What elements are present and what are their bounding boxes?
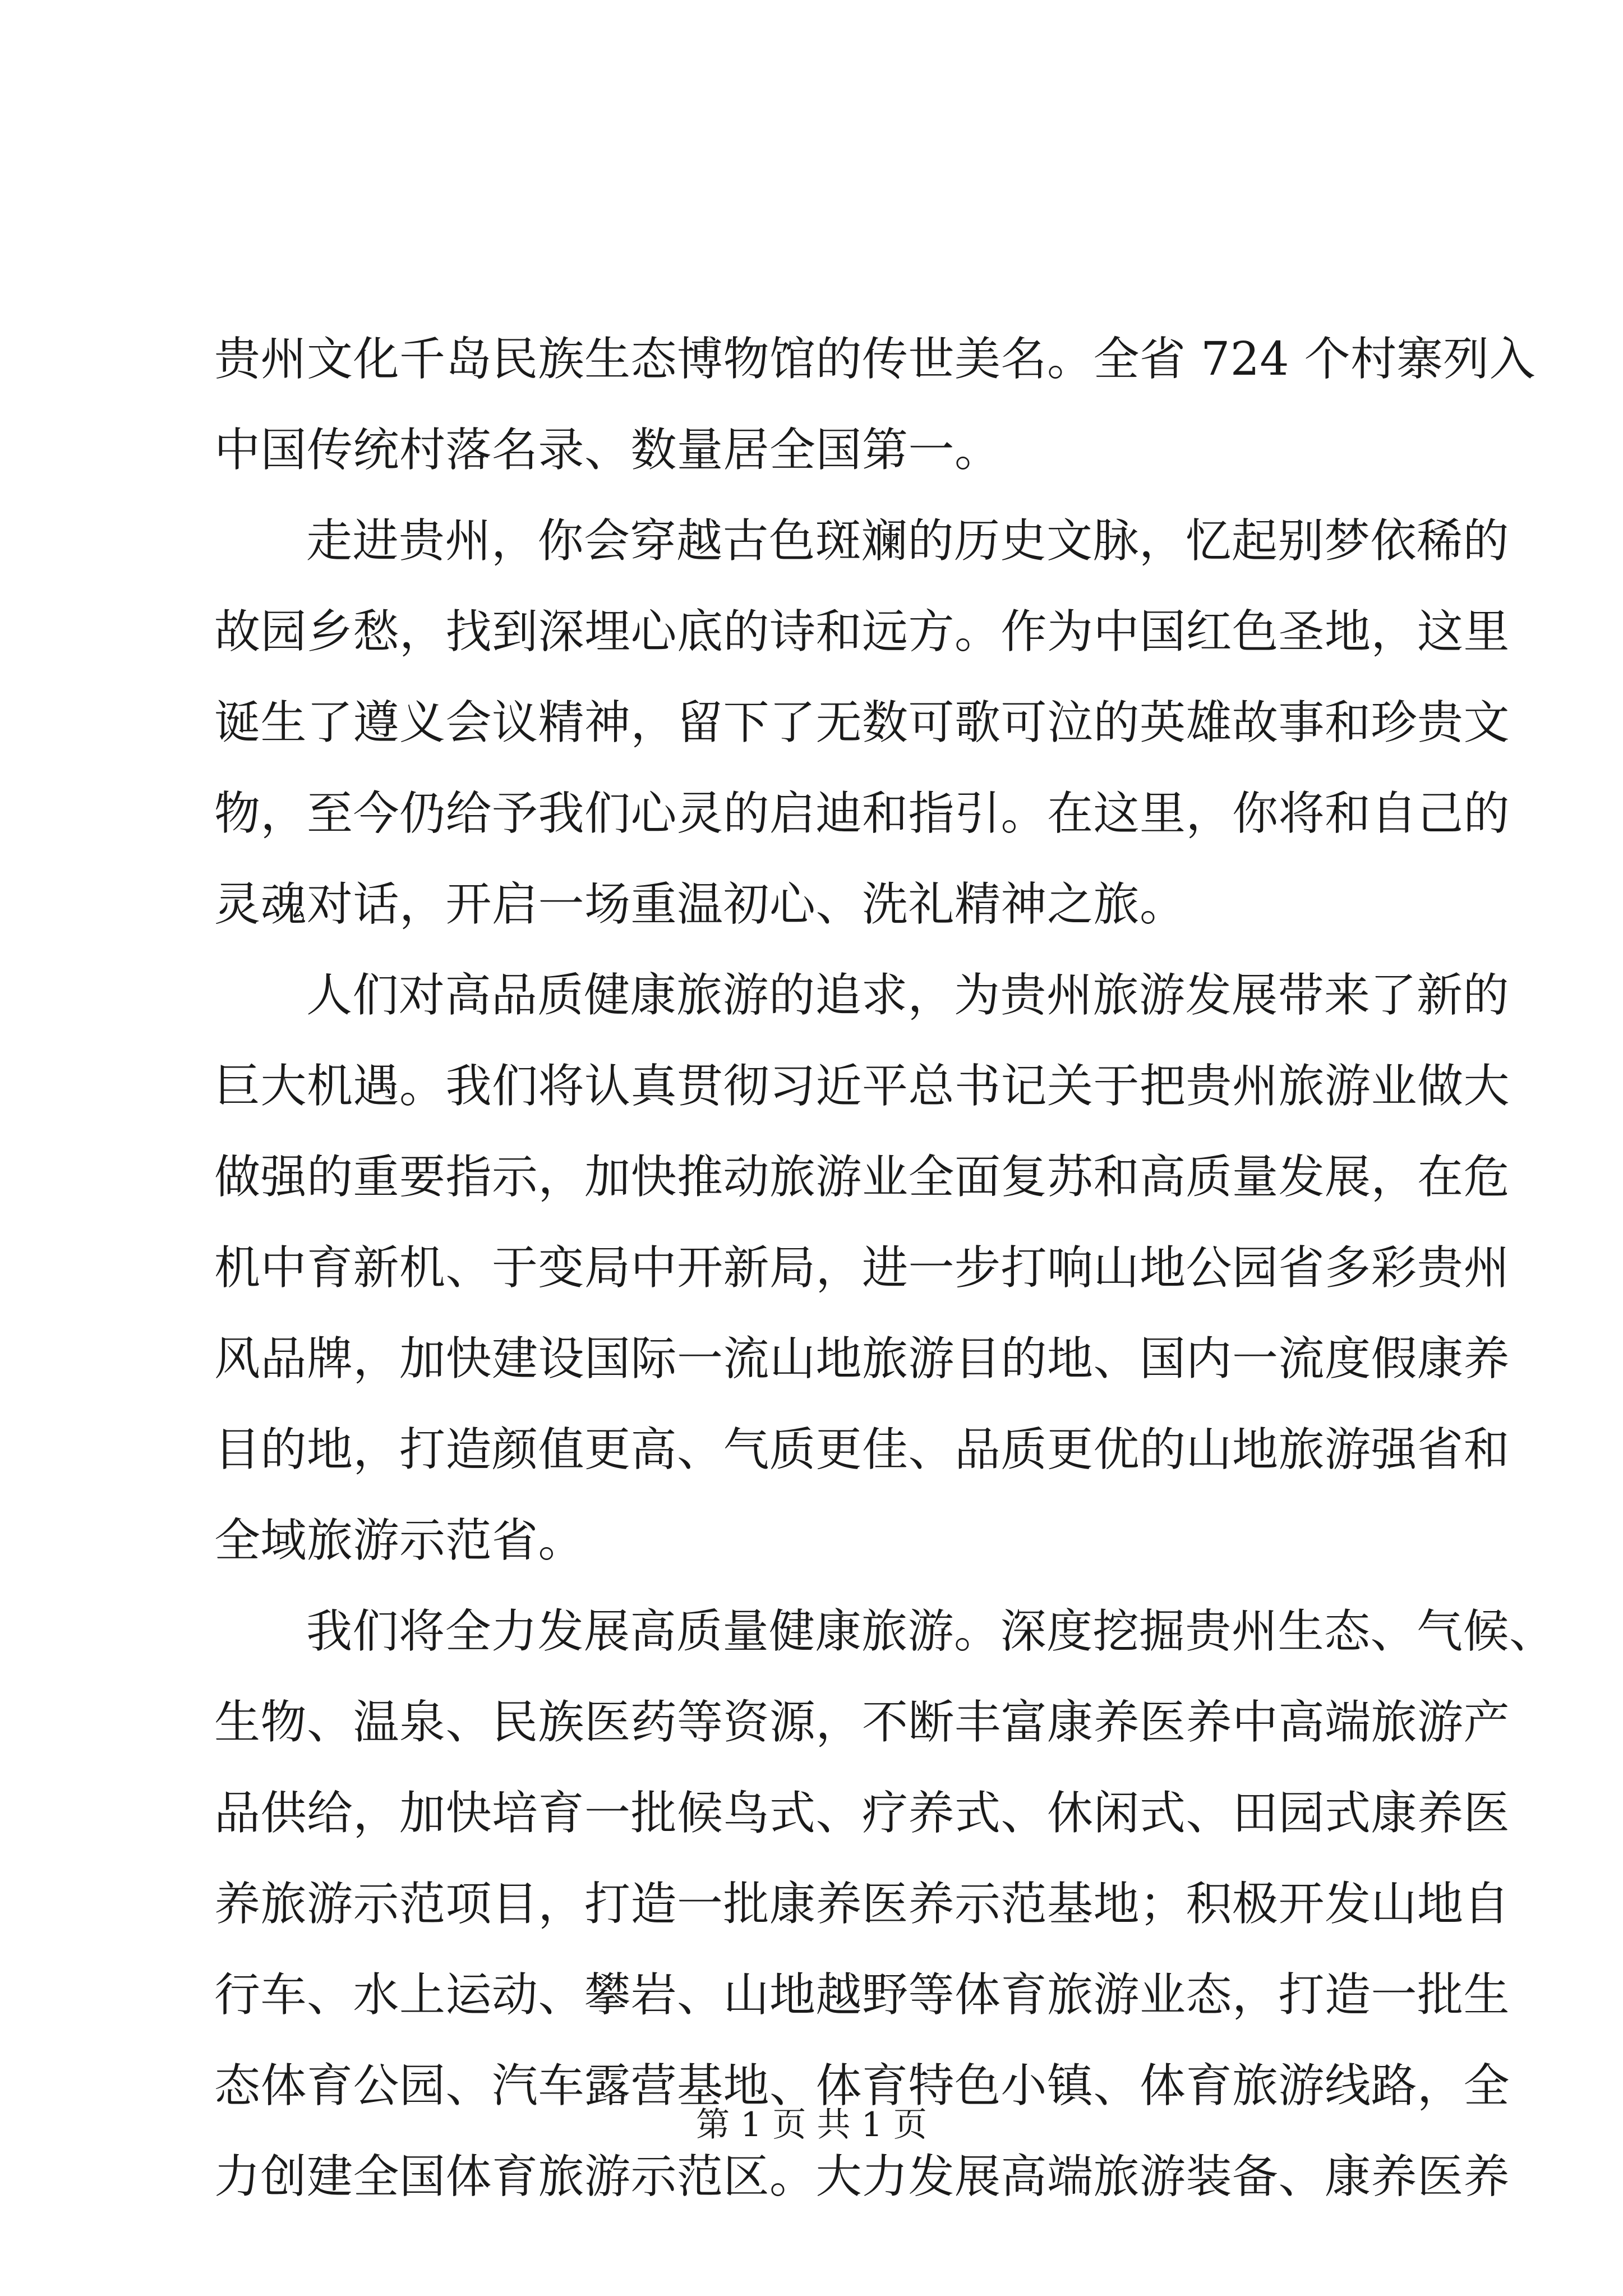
- text-line: 力创建全国体育旅游示范区。大力发展高端旅游装备、康养医养: [214, 2150, 1510, 2203]
- text-line: 故园乡愁，找到深埋心底的诗和远方。作为中国红色圣地，这里: [214, 605, 1510, 659]
- text-line: 物，至今仍给予我们心灵的启迪和指引。在这里，你将和自己的: [214, 787, 1510, 840]
- text-line: 贵州文化千岛民族生态博物馆的传世美名。全省 724 个村寨列入: [214, 333, 1536, 386]
- paragraph-first-line: 我们将全力发展高质量健康旅游。深度挖掘贵州生态、气候、: [306, 1605, 1556, 1658]
- text-line: 行车、水上运动、攀岩、山地越野等体育旅游业态，打造一批生: [214, 1968, 1510, 2022]
- text-line: 灵魂对话，开启一场重温初心、洗礼精神之旅。: [214, 878, 1186, 931]
- text-line: 巨大机遇。我们将认真贯彻习近平总书记关于把贵州旅游业做大: [214, 1060, 1510, 1113]
- text-line: 风品牌，加快建设国际一流山地旅游目的地、国内一流度假康养: [214, 1332, 1510, 1386]
- text-line: 机中育新机、于变局中开新局，进一步打响山地公园省多彩贵州: [214, 1241, 1510, 1295]
- text-line: 目的地，打造颜值更高、气质更佳、品质更优的山地旅游强省和: [214, 1423, 1510, 1476]
- text-line: 养旅游示范项目，打造一批康养医养示范基地；积极开发山地自: [214, 1878, 1510, 1931]
- page-number-footer: 第 1 页 共 1 页: [696, 2105, 927, 2145]
- text-line: 品供给，加快培育一批候鸟式、疗养式、休闲式、田园式康养医: [214, 1787, 1510, 1840]
- paragraph-first-line: 走进贵州，你会穿越古色斑斓的历史文脉，忆起别梦依稀的: [306, 514, 1510, 568]
- text-line: 生物、温泉、民族医药等资源，不断丰富康养医养中高端旅游产: [214, 1696, 1510, 1749]
- document-body: [214, 314, 1556, 2223]
- text-line: 态体育公园、汽车露营基地、体育特色小镇、体育旅游线路，全: [214, 2059, 1510, 2113]
- text-line: 诞生了遵义会议精神，留下了无数可歌可泣的英雄故事和珍贵文: [214, 696, 1510, 749]
- paragraph-first-line: 人们对高品质健康旅游的追求，为贵州旅游发展带来了新的: [306, 969, 1510, 1022]
- text-line: 全域旅游示范省。: [214, 1514, 585, 1567]
- text-line: 做强的重要指示，加快推动旅游业全面复苏和高质量发展，在危: [214, 1151, 1510, 1204]
- text-line: 中国传统村落名录、数量居全国第一。: [214, 424, 1001, 477]
